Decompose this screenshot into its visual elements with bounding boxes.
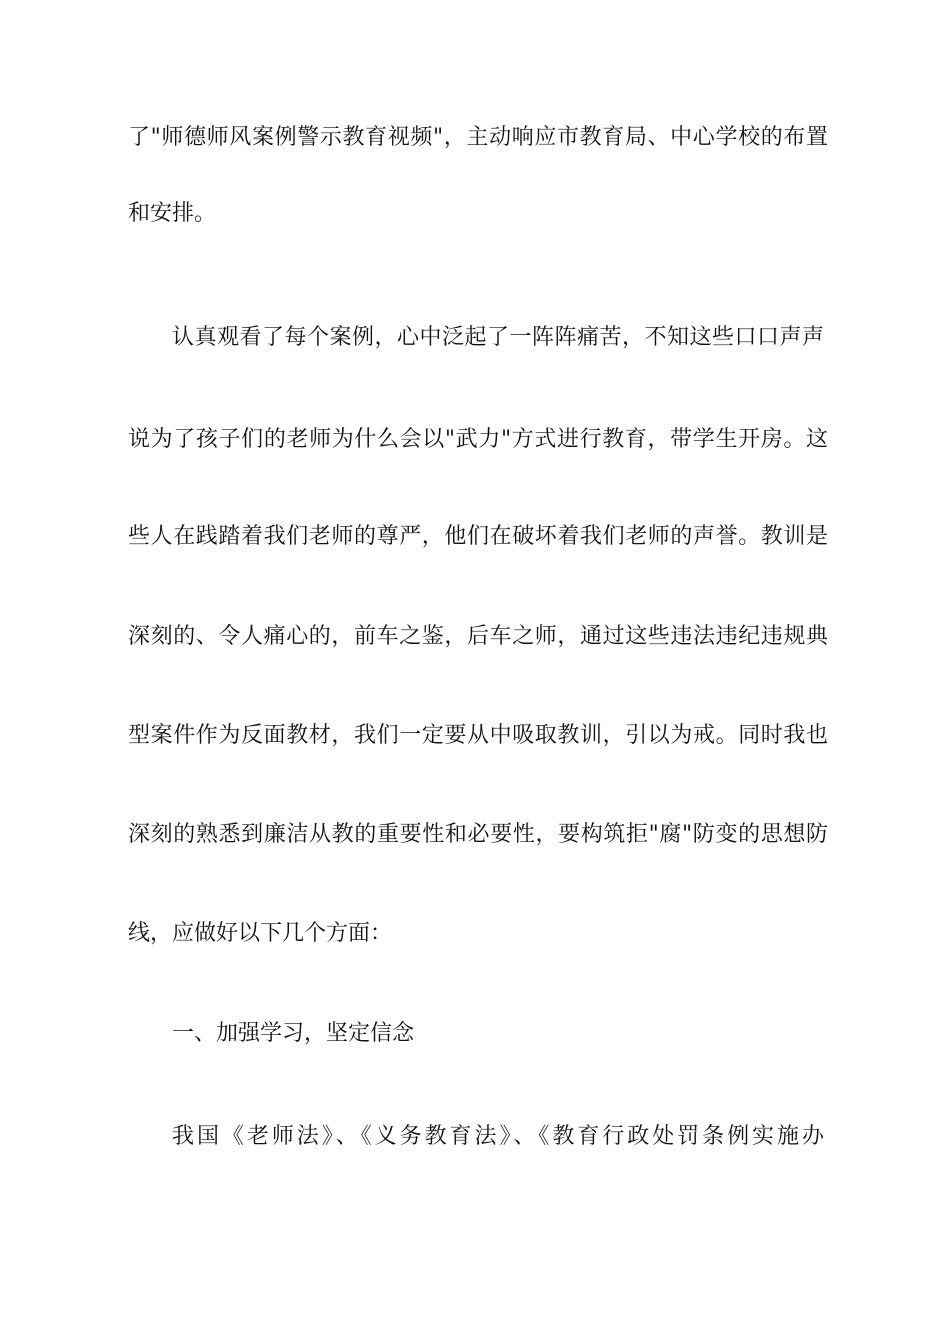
text-line: 线，应做好以下几个方面： — [128, 921, 393, 946]
text-line: 和安排。 — [128, 201, 217, 226]
text-line: 深刻的熟悉到廉洁从教的重要性和必要性，要构筑拒"腐"防变的思想防 — [128, 822, 828, 847]
section-heading: 一、加强学习，坚定信念 — [172, 1021, 415, 1046]
text-line: 我国《老师法》、《义务教育法》、《教育行政处罚条例实施办 — [172, 1124, 824, 1149]
text-line: 了"师德师风案例警示教育视频"，主动响应市教育局、中心学校的布置 — [128, 125, 828, 150]
text-line: 些人在践踏着我们老师的尊严，他们在破坏着我们老师的声誉。教训是 — [128, 524, 828, 549]
text-line: 型案件作为反面教材，我们一定要从中吸取教训，引以为戒。同时我也 — [128, 723, 828, 748]
text-line: 认真观看了每个案例，心中泛起了一阵阵痛苦，不知这些口口声声 — [172, 325, 824, 350]
text-line: 说为了孩子们的老师为什么会以"武力"方式进行教育，带学生开房。这 — [128, 427, 828, 452]
text-line: 深刻的、令人痛心的，前车之鉴，后车之师，通过这些违法违纪违规典 — [128, 624, 828, 649]
